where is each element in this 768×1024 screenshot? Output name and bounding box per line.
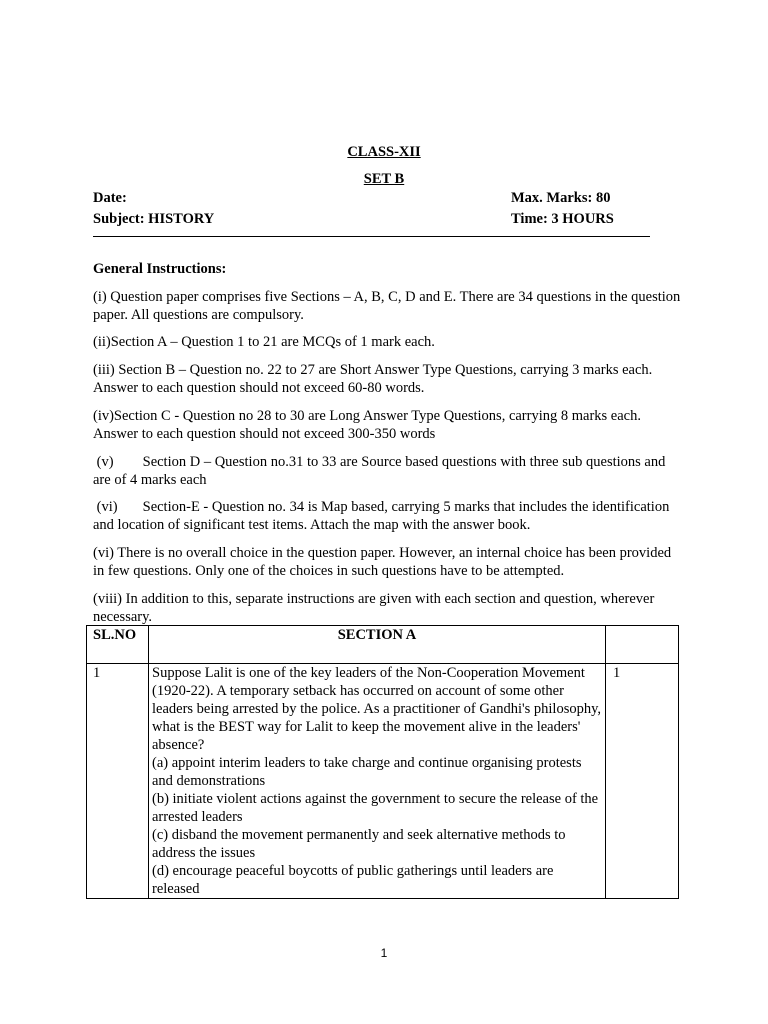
time-label: Time: 3 HOURS <box>511 211 614 227</box>
question-cell <box>149 664 606 899</box>
table-header-row <box>87 626 679 664</box>
instructions-title: General Instructions: <box>93 261 227 277</box>
question-table <box>86 625 679 899</box>
instruction-item: (ii)Section A – Question 1 to 21 are MCQs of 1 mark each. <box>93 334 435 350</box>
instruction-item: (vi) Section-E - Question no. 34 is Map based, carrying 5 marks that includes the identification and location of significant test items. Attach the map with the answer book. <box>93 499 670 533</box>
option-d: (d) encourage peaceful boycotts of public gatherings until leaders are released <box>152 863 554 897</box>
header-divider <box>93 236 650 237</box>
max-marks: Max. Marks: 80 <box>511 190 611 206</box>
instruction-item: (v) Section D – Question no.31 to 33 are Source based questions with three sub questions and are of 4 marks each <box>93 454 666 488</box>
option-c: (c) disband the movement permanently and seek alternative methods to address the issues <box>152 827 566 861</box>
table-row <box>87 664 679 899</box>
option-a: (a) appoint interim leaders to take charge and continue organising protests and demonstrations <box>152 755 582 789</box>
subject-label: Subject: HISTORY <box>93 211 215 227</box>
sl-no-header: SL.NO <box>87 626 149 664</box>
set-heading: SET B <box>363 171 405 187</box>
class-heading: CLASS-XII <box>347 144 421 160</box>
instruction-item: (iv)Section C - Question no 28 to 30 are Long Answer Type Questions, carrying 8 marks each. Answer to each question should not exceed 300-350 words <box>93 408 641 442</box>
marks-header <box>606 626 679 664</box>
question-text: Suppose Lalit is one of the key leaders of the Non-Cooperation Movement (1920-22). A temporary setback has occurred on account of some other leaders being arrested by the police. As a practitioner of Gandhi's philosophy, what is the BEST way for Lalit to keep the movement alive in the leaders' absence? <box>152 665 602 753</box>
question-marks: 1 <box>606 664 679 899</box>
instruction-item: (i) Question paper comprises five Sections – A, B, C, D and E. There are 34 questions in the question paper. All questions are compulsory. <box>93 289 681 323</box>
instruction-item: (iii) Section B – Question no. 22 to 27 are Short Answer Type Questions, carrying 3 marks each. Answer to each question should not exceed 60-80 words. <box>93 362 653 396</box>
option-b: (b) initiate violent actions against the government to secure the release of the arrested leaders <box>152 791 599 825</box>
section-a-header: SECTION A <box>149 626 606 664</box>
page-number: 1 <box>380 946 388 960</box>
instruction-item: (vi) There is no overall choice in the question paper. However, an internal choice has been provided in few questions. Only one of the choices in such questions have to be attempted. <box>93 545 672 579</box>
instruction-item: (viii) In addition to this, separate instructions are given with each section and question, wherever necessary. <box>93 591 655 625</box>
question-number: 1 <box>87 664 149 899</box>
date-label: Date: <box>93 190 127 206</box>
